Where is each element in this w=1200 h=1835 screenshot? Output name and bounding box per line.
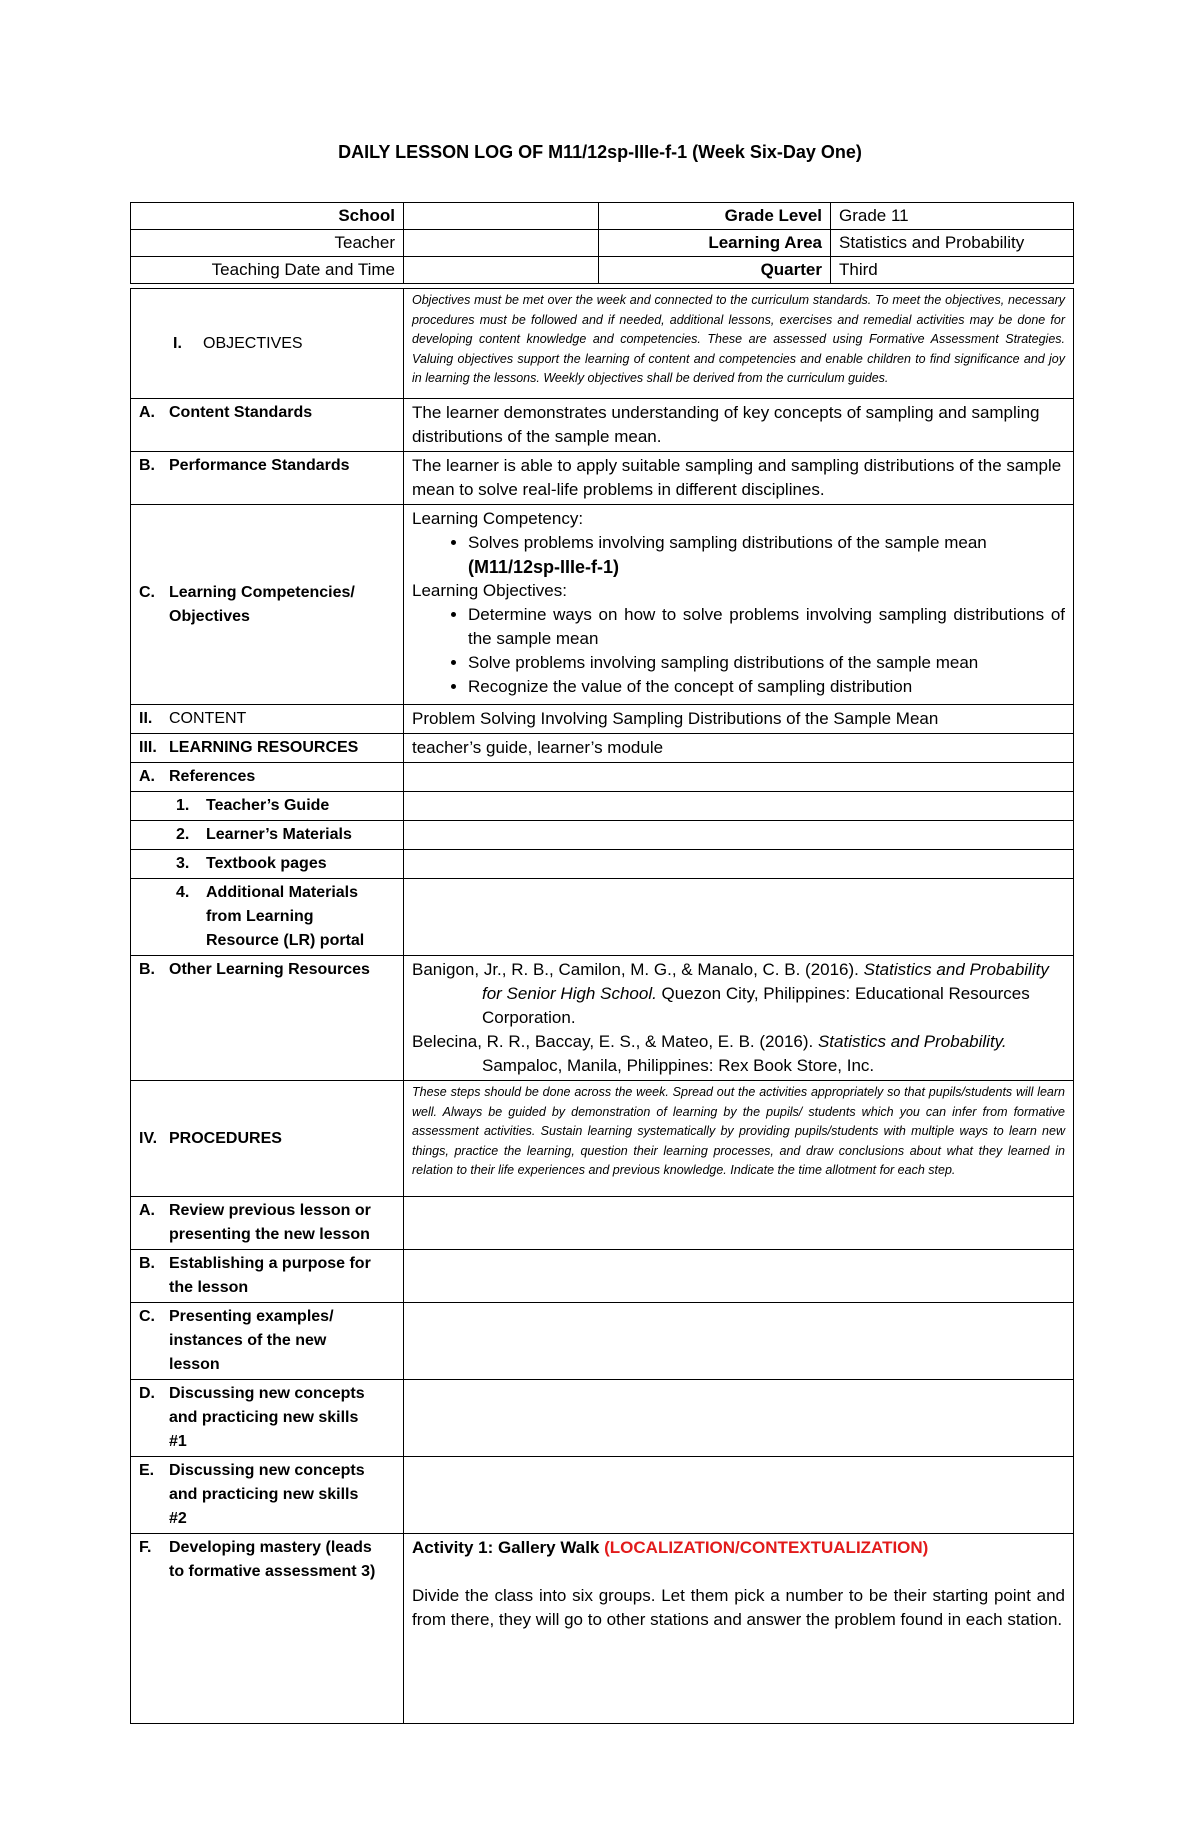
competency-item: • Solves problems involving sampling distributions of the sample mean (468, 531, 1065, 555)
competency-code: (M11/12sp-IIIe-f-1) (468, 557, 620, 577)
procedure-c-row (131, 1303, 1074, 1380)
header-row-date (131, 257, 1074, 284)
learning-area-label: Learning Area (599, 230, 831, 257)
objective-item: • Determine ways on how to solve problems involving sampling distributions of the sample mean (468, 603, 1065, 651)
procedure-a-row (131, 1197, 1074, 1250)
textbook-pages-num: 3. (176, 855, 190, 872)
procedure-e-row (131, 1457, 1074, 1534)
competencies-num: C. (139, 583, 155, 601)
content-row (131, 705, 1074, 734)
reference-entry: Banigon, Jr., R. B., Camilon, M. G., & Manalo, C. B. (2016). Statistics and Probability for Senior High School. Quezon City, Philippines: Educational Resources Corporation. (412, 960, 1049, 1027)
lesson-table (130, 288, 1074, 1724)
procedure-a-label: Review previous lesson or presenting the new lesson (169, 1202, 371, 1243)
procedure-c-label: Presenting examples/ instances of the new lesson (169, 1308, 334, 1373)
date-value (404, 257, 599, 284)
content-standards-num: A. (139, 404, 155, 421)
learners-materials-num: 2. (176, 826, 190, 843)
additional-materials-label: Additional Materials from Learning Resource (LR) portal (206, 884, 365, 949)
learning-area-value: Statistics and Probability (831, 230, 1074, 257)
resources-label: LEARNING RESOURCES (169, 739, 359, 756)
procedure-c-num: C. (139, 1308, 155, 1325)
content-standards-row (131, 399, 1074, 452)
page-title: DAILY LESSON LOG OF M11/12sp-IIIe-f-1 (Week Six-Day One) (338, 142, 862, 162)
procedure-f-num: F. (139, 1539, 152, 1556)
teachers-guide-num: 1. (176, 797, 190, 814)
textbook-pages-label: Textbook pages (206, 855, 327, 872)
references-num: A. (139, 768, 155, 785)
grade-level-label: Grade Level (599, 203, 831, 230)
reference-entry: Belecina, R. R., Baccay, E. S., & Mateo, E. B. (2016). Statistics and Probability. Sampaloc, Manila, Philippines: Rex Book Store, Inc. (412, 1032, 1007, 1075)
competencies-label: Learning Competencies/ Objectives (169, 583, 355, 625)
procedure-b-num: B. (139, 1255, 155, 1272)
teachers-guide-label: Teacher’s Guide (206, 797, 330, 814)
procedure-b-row (131, 1250, 1074, 1303)
additional-materials-num: 4. (176, 884, 190, 901)
other-resources-row (131, 956, 1074, 1081)
objectives-row (131, 289, 1074, 399)
competency-heading: Learning Competency: (412, 509, 584, 528)
activity-tag: (LOCALIZATION/CONTEXTUALIZATION) (604, 1538, 929, 1557)
procedure-f-label: Developing mastery (leads to formative assessment 3) (169, 1539, 376, 1580)
resources-num: III. (139, 739, 157, 756)
procedures-row (131, 1081, 1074, 1197)
date-label: Teaching Date and Time (131, 257, 404, 284)
content-label: CONTENT (169, 710, 247, 727)
resources-value: teacher’s guide, learner’s module (404, 734, 1074, 763)
textbook-pages-row (131, 850, 1074, 879)
content-standards-value: The learner demonstrates understanding of key concepts of sampling and sampling distributions of the sample mean. (404, 399, 1074, 452)
learning-resources-row (131, 734, 1074, 763)
header-row-teacher (131, 230, 1074, 257)
procedure-e-num: E. (139, 1462, 155, 1479)
procedure-e-label: Discussing new concepts and practicing new skills #2 (169, 1462, 365, 1527)
learners-materials-label: Learner’s Materials (206, 826, 352, 843)
objective-item: • Recognize the value of the concept of sampling distribution (468, 675, 1065, 699)
objectives-note: Objectives must be met over the week and connected to the curriculum standards. To meet the objectives, necessary procedures must be followed and if needed, additional lessons, exercises and remedial activities may be done for developing content knowledge and competencies. These are assessed using Formative Assessment Strategies. Valuing objectives support the learning of content and competencies and enable children to find significance and joy in learning the lessons. Weekly objectives shall be derived from the curriculum guides. (404, 289, 1074, 399)
grade-level-value: Grade 11 (831, 203, 1074, 230)
competencies-row (131, 505, 1074, 705)
procedure-d-label: Discussing new concepts and practicing new skills #1 (169, 1385, 365, 1450)
school-label: School (131, 203, 404, 230)
objectives-heading: Learning Objectives: (412, 581, 567, 600)
quarter-label: Quarter (599, 257, 831, 284)
objective-item: • Solve problems involving sampling distributions of the sample mean (468, 651, 1065, 675)
procedures-note: These steps should be done across the week. Spread out the activities appropriately so that pupils/students will learn well. Always be guided by demonstration of learning by the pupils/ students which you can infer from formative assessment activities. Sustain learning systematically by providing pupils/students with multiple ways to learn new things, practice the learning, question their learning processes, and draw conclusions about what they learned in relation to their life experiences and previous knowledge. Indicate the time allotment for each step. (404, 1081, 1074, 1197)
other-resources-label: Other Learning Resources (169, 961, 370, 978)
learners-materials-row (131, 821, 1074, 850)
procedure-d-num: D. (139, 1385, 155, 1402)
references-label: References (169, 768, 256, 785)
activity-description: Divide the class into six groups. Let them pick a number to be their starting point and from there, they will go to other stations and answer the problem found in each station. (412, 1586, 1065, 1629)
performance-standards-num: B. (139, 457, 155, 474)
procedure-a-num: A. (139, 1202, 155, 1219)
performance-standards-label: Performance Standards (169, 457, 350, 474)
teachers-guide-row (131, 792, 1074, 821)
header-table (130, 202, 1074, 284)
additional-materials-row (131, 879, 1074, 956)
performance-standards-row (131, 452, 1074, 505)
procedure-d-row (131, 1380, 1074, 1457)
performance-standards-value: The learner is able to apply suitable sampling and sampling distributions of the sample mean to solve real-life problems in different disciplines. (404, 452, 1074, 505)
references-row (131, 763, 1074, 792)
content-num: II. (139, 710, 153, 727)
procedure-f-row (131, 1534, 1074, 1724)
procedures-num: IV. (139, 1129, 158, 1147)
teacher-value (404, 230, 599, 257)
content-standards-label: Content Standards (169, 404, 313, 421)
quarter-value: Third (831, 257, 1074, 284)
school-value (404, 203, 599, 230)
procedure-b-label: Establishing a purpose for the lesson (169, 1255, 371, 1296)
header-row-school (131, 203, 1074, 230)
teacher-label: Teacher (131, 230, 404, 257)
objectives-label: OBJECTIVES (203, 334, 303, 352)
objectives-num: I. (173, 334, 182, 352)
activity-title: Activity 1: Gallery Walk (LOCALIZATION/CONTEXTUALIZATION) (412, 1538, 929, 1557)
procedures-label: PROCEDURES (169, 1129, 282, 1147)
other-resources-num: B. (139, 961, 155, 978)
content-value: Problem Solving Involving Sampling Distributions of the Sample Mean (404, 705, 1074, 734)
